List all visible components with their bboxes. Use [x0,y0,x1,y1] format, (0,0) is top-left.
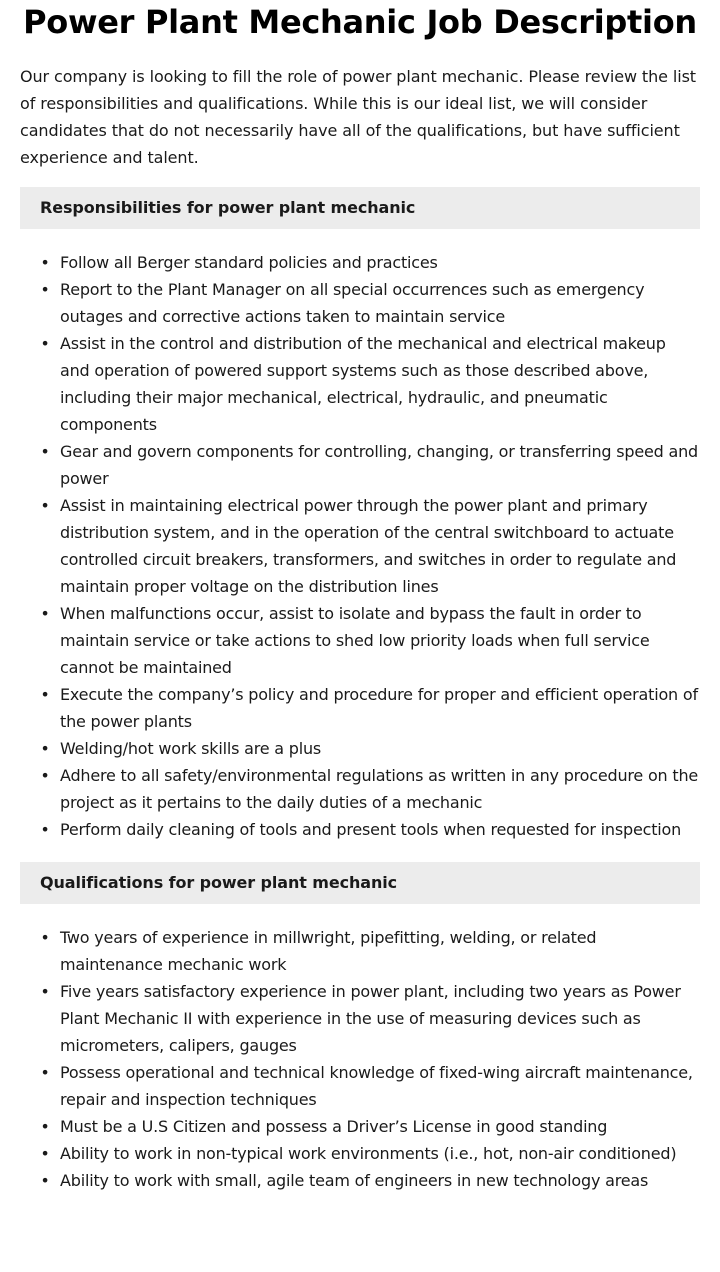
list-item [40,600,700,681]
list-item-text: Ability to work in non-typical work environments (i.e., hot, non-air conditioned) [60,1144,677,1163]
bullet-icon: • [40,496,50,515]
list-item-text: Welding/hot work skills are a plus [60,739,322,758]
intro-paragraph: Our company is looking to fill the role of power plant mechanic. Please review the list of responsibilities and qualifications. While this is our ideal list, we will consider candidates that do not necessarily have all of the qualifications, but have sufficient experience and talent. [20,67,696,167]
list-item [40,1113,700,1140]
list-item [40,1167,700,1194]
bullet-icon: • [40,253,50,272]
list-item-text: Execute the company’s policy and procedure for proper and efficient operation of the power plants [60,685,698,731]
list-item-text: Assist in maintaining electrical power through the power plant and primary distribution system, and in the operation of the central switchboard to actuate controlled circuit breakers, transformers, and switches in order to regulate and maintain proper voltage on the distribution lines [60,496,677,596]
bullet-icon: • [40,334,50,353]
bullet-icon: • [40,604,50,623]
list-item [40,438,700,492]
list-item [40,816,700,843]
list-item-text: Follow all Berger standard policies and practices [60,253,438,272]
bullet-icon: • [40,1117,50,1136]
list-item-text: Perform daily cleaning of tools and present tools when requested for inspection [60,820,682,839]
list-item-text: Must be a U.S Citizen and possess a Driver’s License in good standing [60,1117,608,1136]
bullet-icon: • [40,1171,50,1190]
list-item-text: When malfunctions occur, assist to isolate and bypass the fault in order to maintain service or take actions to shed low priority loads when full service cannot be maintained [60,604,650,677]
bullet-icon: • [40,928,50,947]
list-item [40,330,700,438]
page-title: Power Plant Mechanic Job Description [23,3,697,41]
bullet-icon: • [40,820,50,839]
list-item-text: Adhere to all safety/environmental regulations as written in any procedure on the project as it pertains to the daily duties of a mechanic [60,766,699,812]
list-item-text: Five years satisfactory experience in power plant, including two years as Power Plant Mechanic II with experience in the use of measuring devices such as micrometers, calipers, gauges [60,982,681,1055]
list-item [40,249,700,276]
list-item [40,276,700,330]
list-item-text: Gear and govern components for controlling, changing, or transferring speed and power [60,442,698,488]
list-item [40,1140,700,1167]
bullet-icon: • [40,1063,50,1082]
bullet-icon: • [40,1144,50,1163]
list-item [40,978,700,1059]
bullet-icon: • [40,280,50,299]
responsibilities-heading: Responsibilities for power plant mechanic [20,187,700,229]
list-item-text: Report to the Plant Manager on all special occurrences such as emergency outages and corrective actions taken to maintain service [60,280,645,326]
bullet-icon: • [40,766,50,785]
bullet-icon: • [40,685,50,704]
list-item-text: Possess operational and technical knowledge of fixed-wing aircraft maintenance, repair and inspection techniques [60,1063,693,1109]
qualifications-heading: Qualifications for power plant mechanic [20,862,700,904]
list-item [40,762,700,816]
list-item-text: Assist in the control and distribution of the mechanical and electrical makeup and operation of powered support systems such as those described above, including their major mechanical, electrical, hydraulic, and pneumatic components [60,334,666,434]
list-item [40,735,700,762]
responsibilities-list [20,249,700,843]
bullet-icon: • [40,982,50,1001]
bullet-icon: • [40,739,50,758]
qualifications-list [20,924,700,1194]
list-item [40,681,700,735]
list-item [40,1059,700,1113]
list-item [40,924,700,978]
bullet-icon: • [40,442,50,461]
list-item-text: Two years of experience in millwright, pipefitting, welding, or related maintenance mechanic work [60,928,597,974]
list-item [40,492,700,600]
list-item-text: Ability to work with small, agile team of engineers in new technology areas [60,1171,649,1190]
